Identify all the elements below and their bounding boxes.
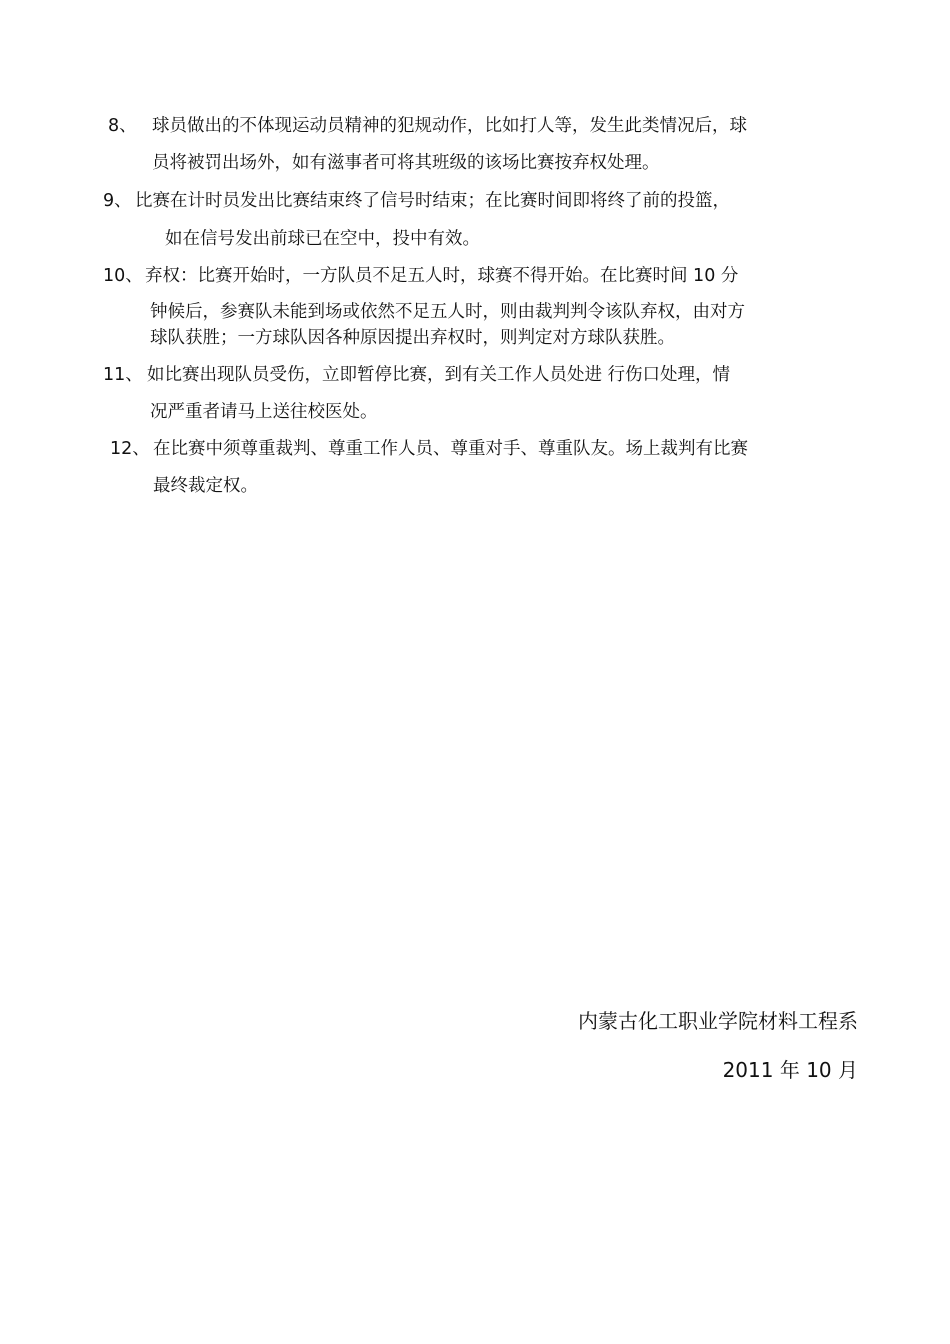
rule-8-number: 8、 [108,116,137,136]
signature-date: 2011 年 10 月 [722,1058,858,1082]
rule-11-number: 11、 [103,365,143,385]
rule-9-line-1: 比赛在计时员发出比赛结束终了信号时结束；在比赛时间即将终了前的投篮， [135,191,730,211]
rule-9-line-2: 如在信号发出前球已在空中，投中有效。 [165,229,480,249]
rule-11-line-2: 况严重者请马上送往校医处。 [150,402,378,422]
rule-11-line-1: 如比赛出现队员受伤，立即暂停比赛，到有关工作人员处进 行伤口处理，情 [147,365,731,385]
rule-8-line-2: 员将被罚出场外，如有滋事者可将其班级的该场比赛按弃权处理。 [152,153,660,173]
rule-9-number: 9、 [103,191,132,211]
rule-10-number: 10、 [103,266,143,286]
rule-12-line-1: 在比赛中须尊重裁判、尊重工作人员、尊重对手、尊重队友。场上裁判有比赛 [153,439,748,459]
rule-12-number: 12、 [110,439,150,459]
signature-organization: 内蒙古化工职业学院材料工程系 [578,1009,858,1033]
rule-10-line-3: 球队获胜；一方球队因各种原因提出弃权时，则判定对方球队获胜。 [150,328,675,348]
rule-10-line-1: 弃权：比赛开始时，一方队员不足五人时，球赛不得开始。在比赛时间 10 分 [145,266,739,286]
rule-8-line-1: 球员做出的不体现运动员精神的犯规动作，比如打人等，发生此类情况后，球 [152,116,747,136]
rule-10-line-2: 钟候后，参赛队未能到场或依然不足五人时，则由裁判判令该队弃权，由对方 [150,302,745,322]
rule-12-line-2: 最终裁定权。 [153,476,258,496]
